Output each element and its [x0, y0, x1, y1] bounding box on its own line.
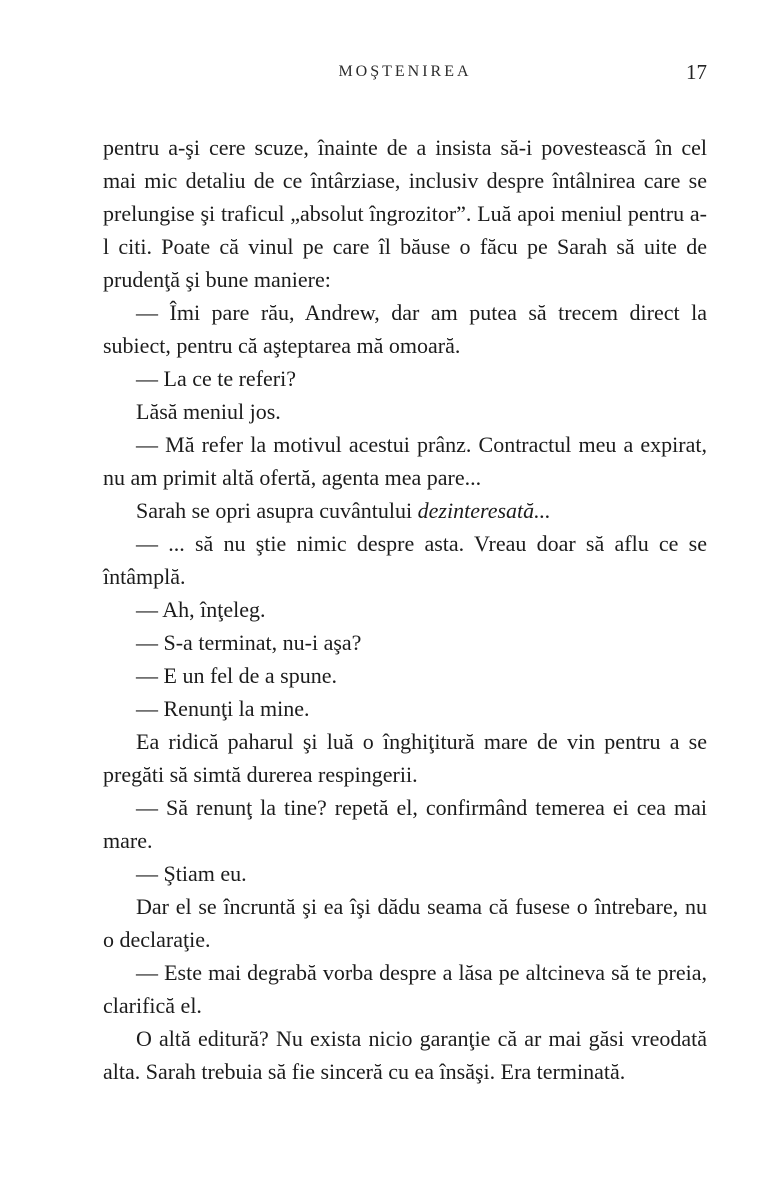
text-block: [103, 131, 707, 1088]
paragraph-text: — Renunţi la mine.: [136, 696, 310, 721]
paragraph-text: — ... să nu ştie nimic despre asta. Vreau doar să aflu ce se întâmplă.: [103, 531, 707, 589]
emphasized-text: dezinteresată...: [417, 498, 551, 523]
paragraph-text: — Ah, înţeleg.: [136, 597, 266, 622]
paragraph: [103, 857, 707, 890]
paragraph: [103, 428, 707, 494]
paragraph: [103, 956, 707, 1022]
paragraph: [103, 395, 707, 428]
paragraph-text: — Îmi pare rău, Andrew, dar am putea să trecem direct la subiect, pentru că aşteptarea mă omoară.: [103, 300, 707, 358]
paragraph-text: Dar el se încruntă şi ea îşi dădu seama că fusese o întrebare, nu o declaraţie.: [103, 894, 707, 952]
running-header: [103, 60, 707, 86]
paragraph-text: Lăsă meniul jos.: [136, 399, 281, 424]
paragraph: [103, 725, 707, 791]
paragraph: [103, 890, 707, 956]
paragraph: [103, 296, 707, 362]
paragraph: [103, 791, 707, 857]
paragraph-text: pentru a-şi cere scuze, înainte de a insista să-i povestească în cel mai mic detaliu de ce întârziase, inclusiv despre întâlnirea care se prelungise şi traficul „absolut îngrozitor”. Luă apoi meniul pentru a-l citi. Poate că vinul pe care îl băuse o făcu pe Sarah să uite de prudenţă şi bune maniere:: [103, 135, 707, 292]
paragraph-text: — S-a terminat, nu-i aşa?: [136, 630, 362, 655]
paragraph: [103, 362, 707, 395]
paragraph: [103, 494, 707, 527]
paragraph: [103, 626, 707, 659]
paragraph-text: Ea ridică paharul şi luă o înghiţitură mare de vin pentru a se pregăti să simtă durerea respingerii.: [103, 729, 707, 787]
paragraph-text: Sarah se opri asupra cuvântului: [136, 498, 418, 523]
paragraph-text: — La ce te referi?: [136, 366, 296, 391]
paragraph-text: O altă editură? Nu exista nicio garanţie că ar mai găsi vreodată alta. Sarah trebuia să fie sinceră cu ea însăşi. Era terminată.: [103, 1026, 707, 1084]
paragraph: [103, 692, 707, 725]
paragraph-text: — Să renunţ la tine? repetă el, confirmând temerea ei cea mai mare.: [103, 795, 707, 853]
paragraph-text: — Este mai degrabă vorba despre a lăsa pe altcineva să te preia, clarifică el.: [103, 960, 707, 1018]
paragraph: [103, 593, 707, 626]
paragraph: [103, 1022, 707, 1088]
paragraph: [103, 131, 707, 296]
paragraph: [103, 527, 707, 593]
paragraph-text: — Ştiam eu.: [136, 861, 247, 886]
paragraph-text: — E un fel de a spune.: [136, 663, 337, 688]
chapter-title: MOŞTENIREA: [338, 63, 472, 80]
page-number: 17: [686, 60, 707, 84]
paragraph-text: — Mă refer la motivul acestui prânz. Contractul meu a expirat, nu am primit altă ofertă, agenta mea pare...: [103, 432, 707, 490]
paragraph: [103, 659, 707, 692]
